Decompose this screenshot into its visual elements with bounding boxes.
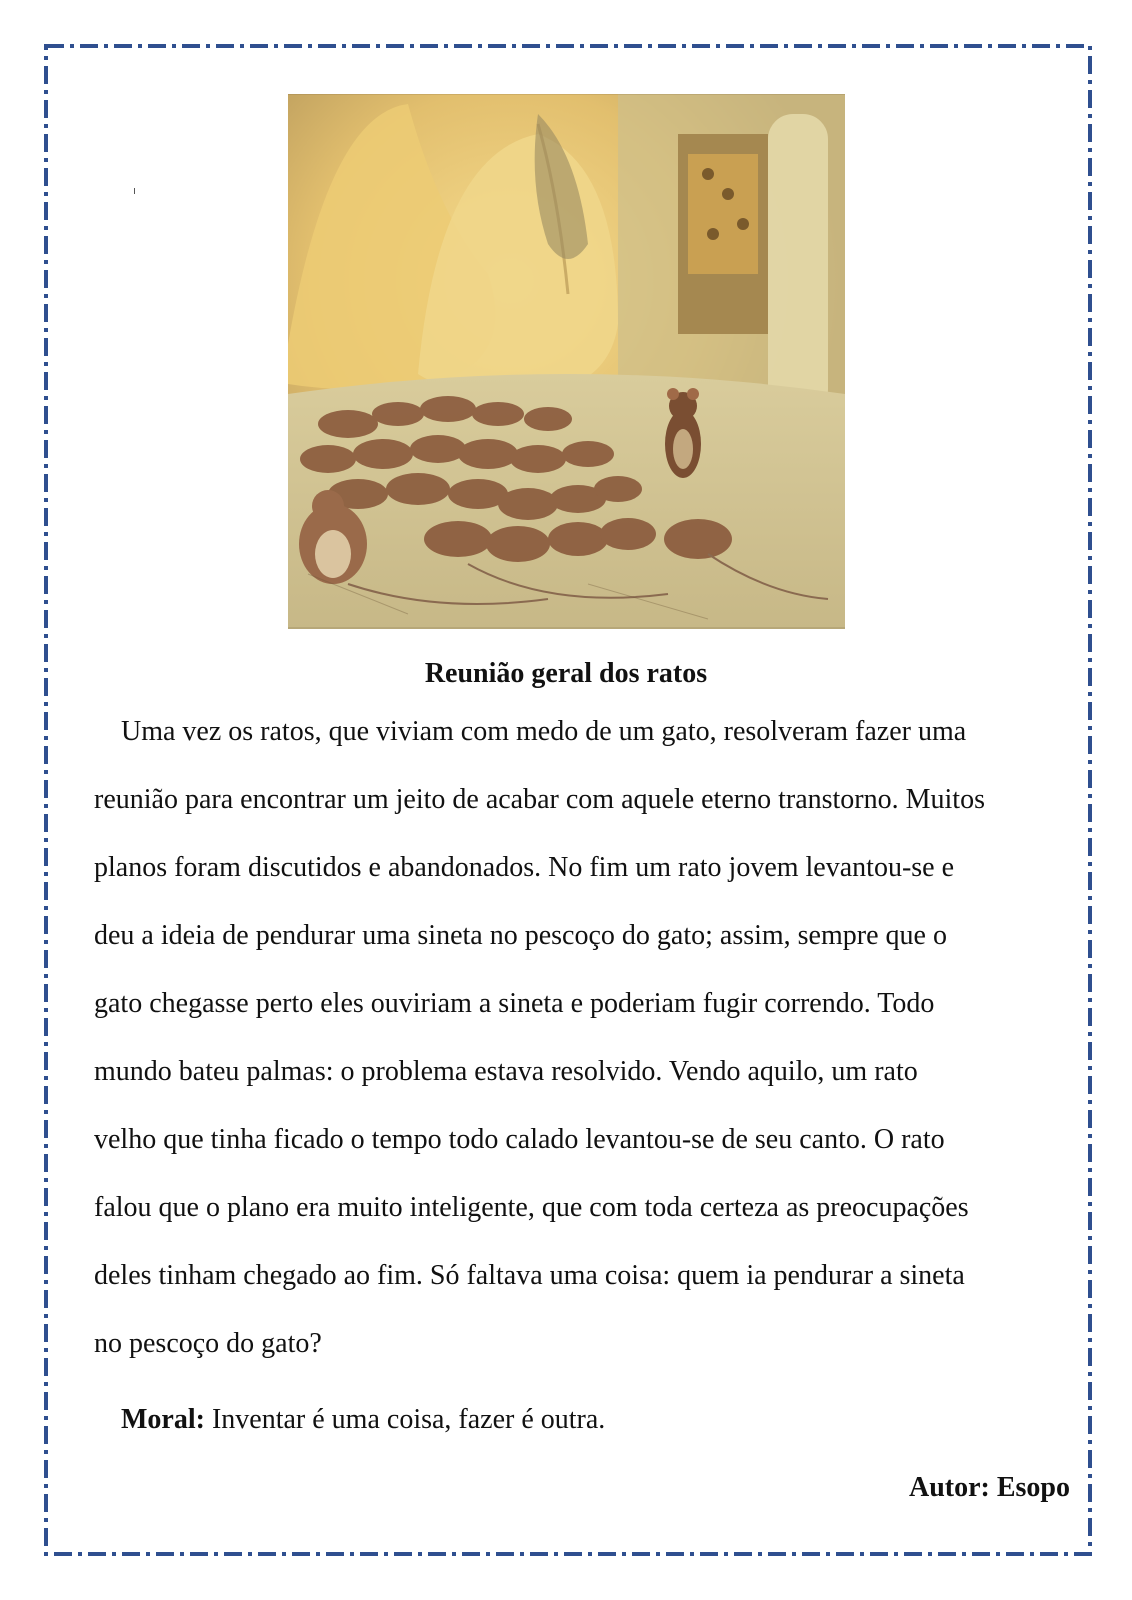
- story-line: planos foram discutidos e abandonados. No fim um rato jovem levantou-se e: [94, 852, 955, 883]
- story-line: velho que tinha ficado o tempo todo calado levantou-se de seu canto. O rato: [94, 1124, 945, 1155]
- story-line: deu a ideia de pendurar uma sineta no pescoço do gato; assim, sempre que o: [94, 920, 947, 951]
- story-line: deles tinham chegado ao fim. Só faltava uma coisa: quem ia pendurar a sineta: [94, 1260, 965, 1291]
- story-line: mundo bateu palmas: o problema estava resolvido. Vendo aquilo, um rato: [94, 1056, 918, 1087]
- mice-gathering-illustration: [288, 94, 845, 629]
- moral: [121, 1400, 605, 1440]
- story-line: no pescoço do gato?: [94, 1328, 322, 1359]
- moral-label: Moral:: [121, 1404, 205, 1435]
- story-line: falou que o plano era muito inteligente, que com toda certeza as preocupações: [94, 1192, 969, 1223]
- story-body: [94, 712, 1064, 1392]
- story-line: gato chegasse perto eles ouviriam a sineta e poderiam fugir correndo. Todo: [94, 988, 935, 1019]
- moral-text: Inventar é uma coisa, fazer é outra.: [204, 1404, 606, 1435]
- author-credit: Autor: Esopo: [908, 1472, 1070, 1503]
- story-line: Uma vez os ratos, que viviam com medo de um gato, resolveram fazer uma: [121, 716, 967, 747]
- story-title: Reunião geral dos ratos: [424, 658, 708, 689]
- story-line: reunião para encontrar um jeito de acabar com aquele eterno transtorno. Muitos: [94, 784, 985, 815]
- stray-mark: [134, 188, 135, 194]
